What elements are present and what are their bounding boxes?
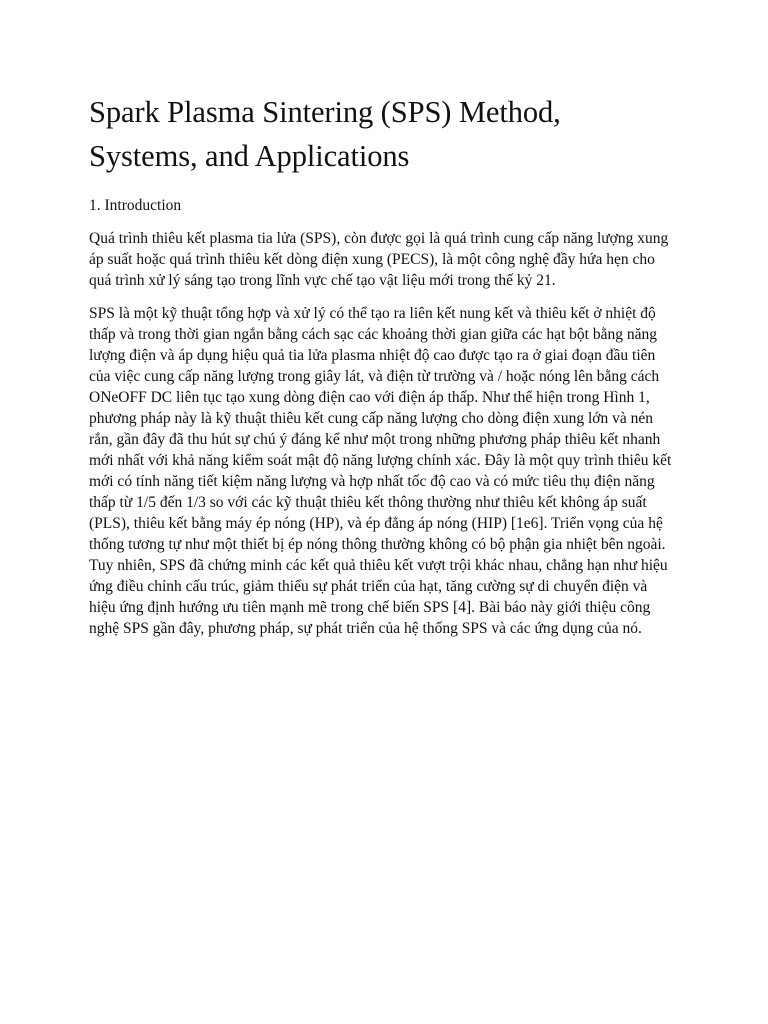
document-content xyxy=(89,90,674,639)
paragraph-2: SPS là một kỹ thuật tổng hợp và xử lý có thể tạo ra liên kết nung kết và thiêu kết ở nhiệt độ thấp và trong thời gian ngắn bằng cách sạc các khoảng thời gian giữa các hạt bột bằng năng lượng điện và áp dụng hiệu quả tia lửa plasma nhiệt độ cao được tạo ra ở giai đoạn đầu tiên của việc cung cấp năng lượng trong giây lát, và điện từ trường và / hoặc nóng lên bằng cách ONeOFF DC liên tục tạo xung dòng điện cao với điện áp thấp. Như thể hiện trong Hình 1, phương pháp này là kỹ thuật thiêu kết cung cấp năng lượng cho dòng điện xung lớn và nén rắn, gần đây đã thu hút sự chú ý đáng kể như một trong những phương pháp thiêu kết nhanh mới nhất với khả năng kiểm soát mật độ năng lượng chính xác. Đây là một quy trình thiêu kết mới có tính năng tiết kiệm năng lượng và hợp nhất tốc độ cao và có mức tiêu thụ điện năng thấp từ 1/5 đến 1/3 so với các kỹ thuật thiêu kết thông thường như thiêu kết không áp suất (PLS), thiêu kết bằng máy ép nóng (HP), và ép đẳng áp nóng (HIP) [1e6]. Triển vọng của hệ thống tương tự như một thiết bị ép nóng thông thường không có bộ phận gia nhiệt bên ngoài. Tuy nhiên, SPS đã chứng minh các kết quả thiêu kết vượt trội khác nhau, chẳng hạn như hiệu ứng điều chỉnh cấu trúc, giảm thiểu sự phát triển của hạt, tăng cường sự di chuyển điện và hiệu ứng định hướng ưu tiên mạnh mẽ trong chế biến SPS [4]. Bài báo này giới thiệu công nghệ SPS gần đây, phương pháp, sự phát triển của hệ thống SPS và các ứng dụng của nó. xyxy=(89,305,672,637)
section-heading-introduction: 1. Introduction xyxy=(89,197,182,214)
document-title: Spark Plasma Sintering (SPS) Method, Systems, and Applications xyxy=(89,95,561,173)
paragraph-1: Quá trình thiêu kết plasma tia lửa (SPS), còn được gọi là quá trình cung cấp năng lượng xung áp suất hoặc quá trình thiêu kết dòng điện xung (PECS), là một công nghệ đầy hứa hẹn cho quá trình xử lý sáng tạo trong lĩnh vực chế tạo vật liệu mới trong thế kỷ 21. xyxy=(89,230,669,289)
